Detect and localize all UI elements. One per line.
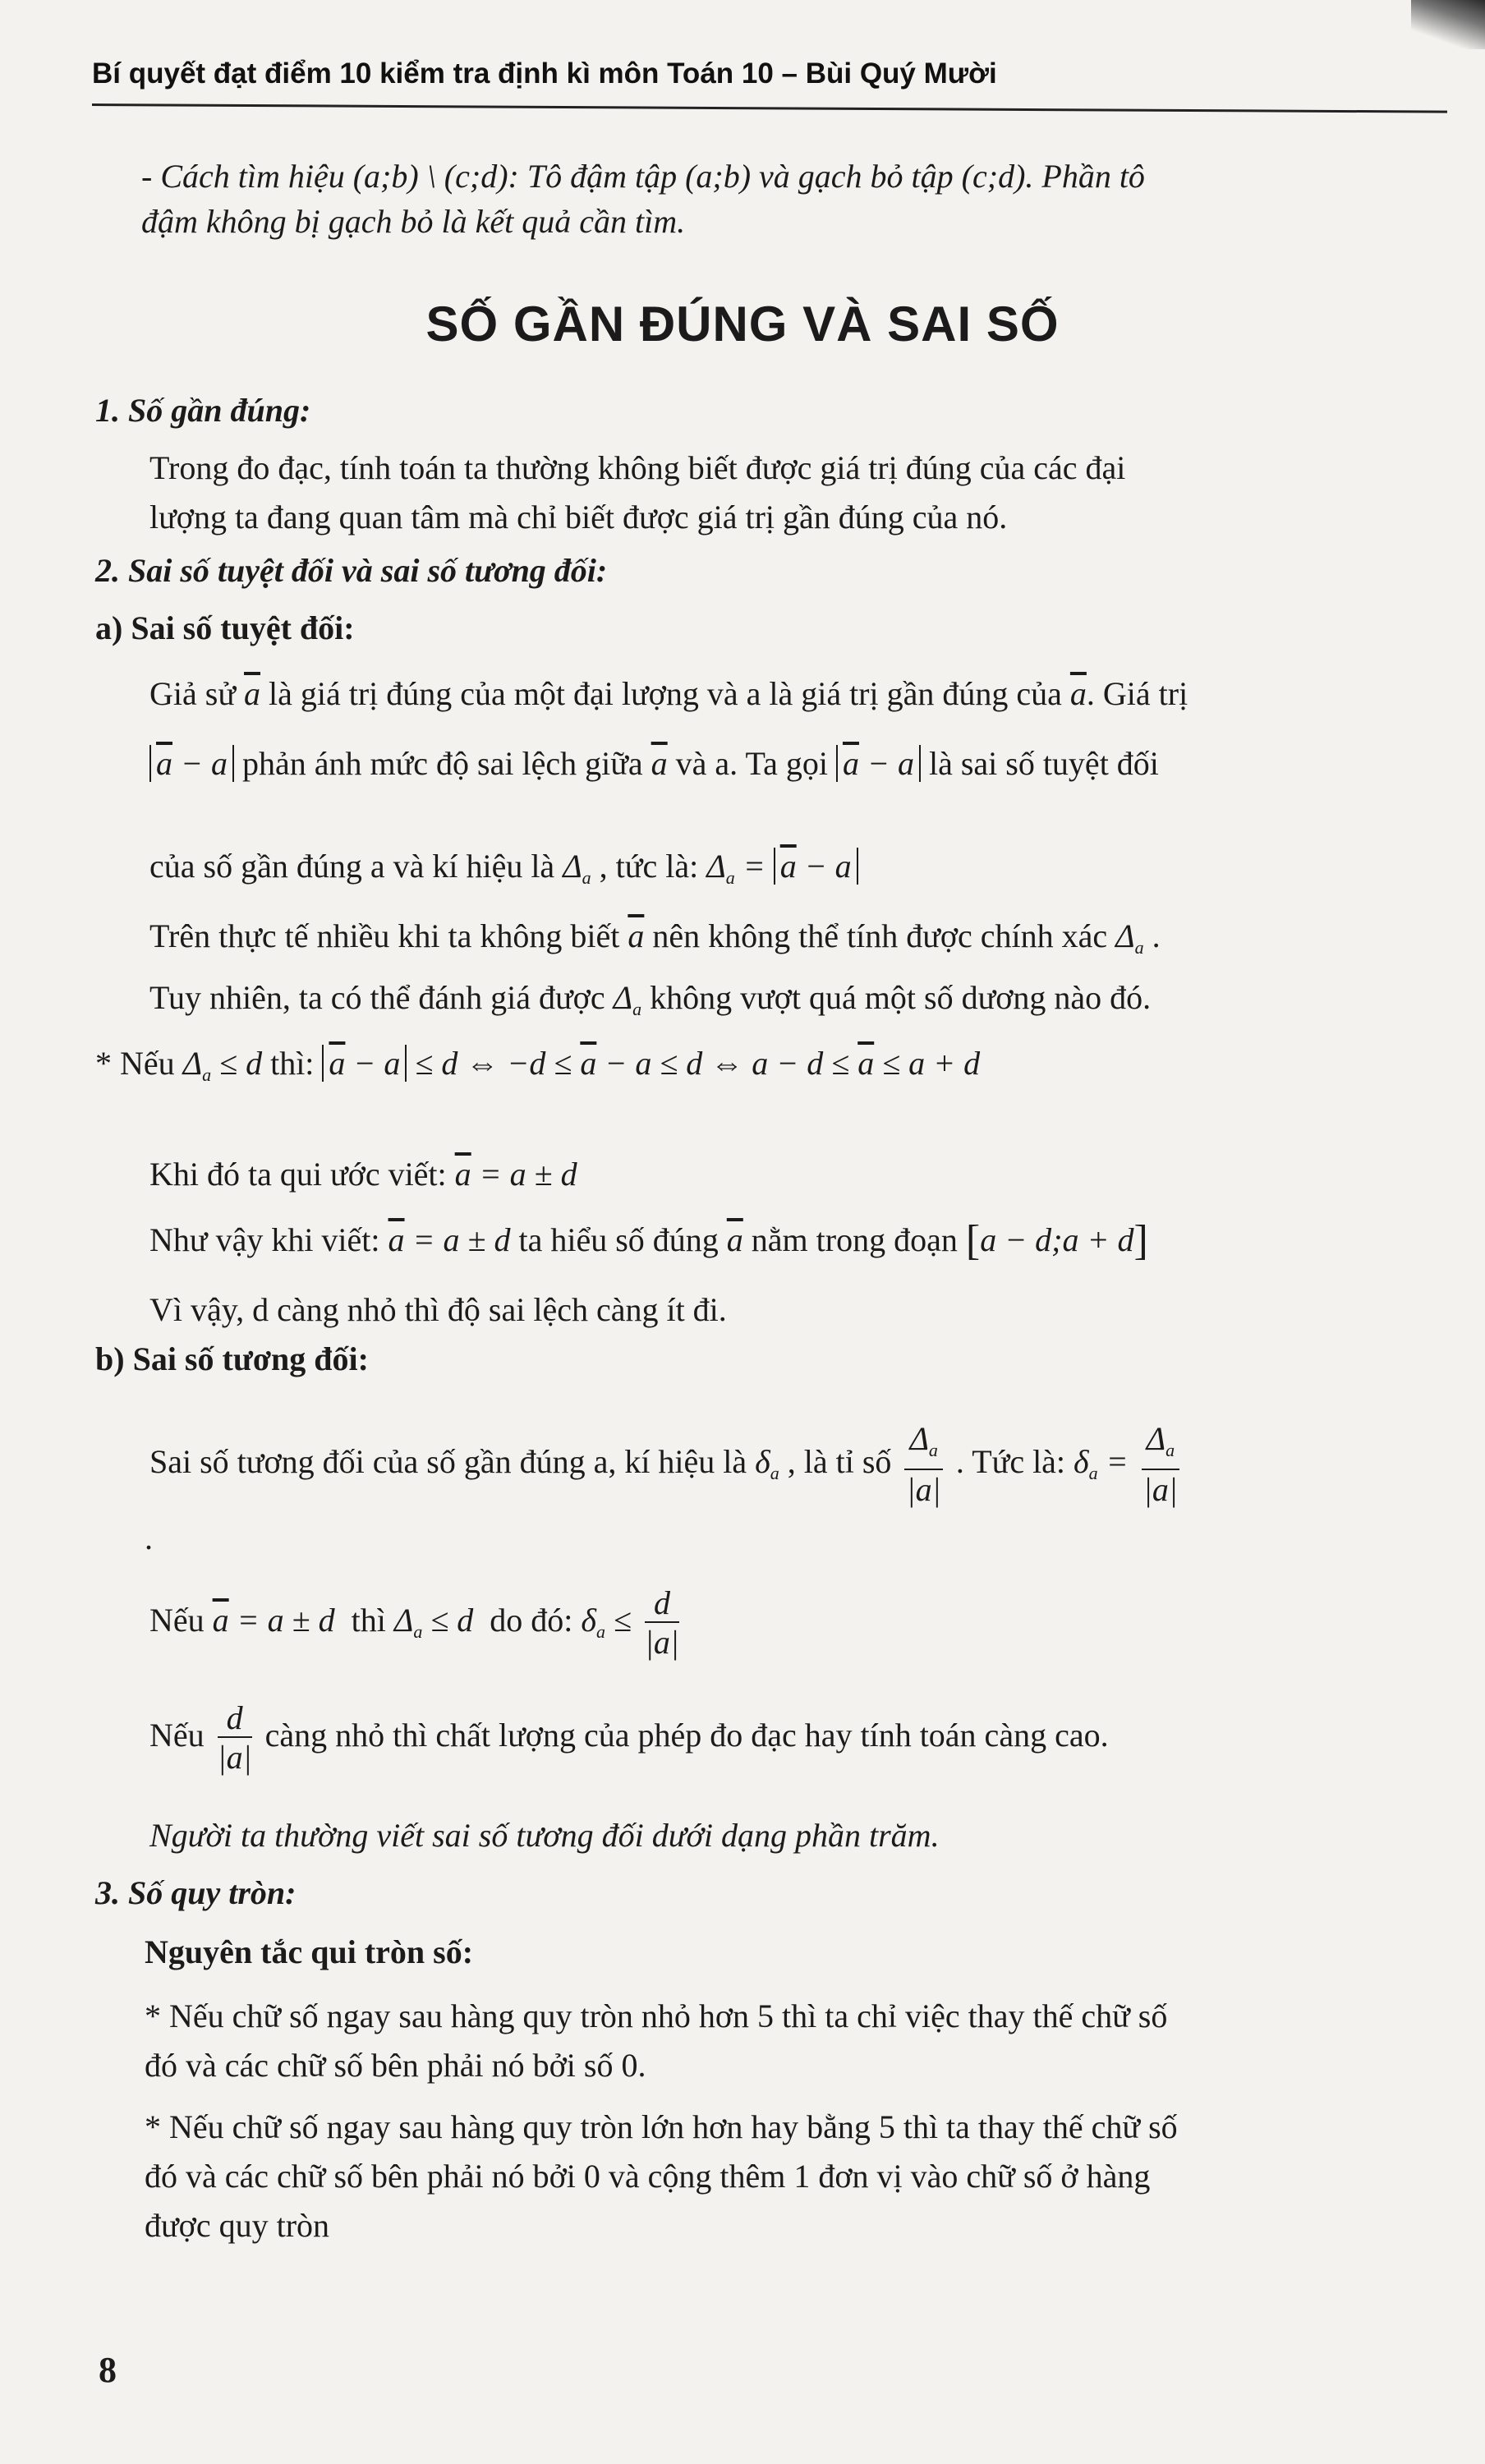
rel-error-line-2: Nếu $\overline{a} = a \pm d$ thì $\Delta_a \le d$ do đó: $\delta_a$ ≤ $\frac{d}{|a|}$	[149, 1584, 679, 1661]
page-number: 8	[99, 2350, 117, 2390]
rel-error-line-1: Sai số tương đối của số gần đúng a, kí hiệu là $\delta_a$ , là tỉ số $\frac{\Delta_a}{|a|}$ . Tức là: $\delta_a$ = $\frac{\Delta_a}{|a|}$	[149, 1421, 1184, 1513]
page-title: SỐ GẦN ĐÚNG VÀ SAI SỐ	[425, 297, 1060, 352]
abs-error-line-3: của số gần đúng a và kí hiệu là $\Delta_a$ , tức là: $\Delta_a = \overline{a} - a$	[149, 846, 858, 899]
section-2-heading: 2. Sai số tuyệt đối và sai số tương đối:	[95, 552, 608, 589]
rounding-rule-1-line-1: * Nếu chữ số ngay sau hàng quy tròn nhỏ hơn 5 thì ta chỉ việc thay thế chữ số	[145, 1997, 1168, 2034]
rounding-rule-2-line-3: được quy tròn	[145, 2207, 330, 2244]
header-rule	[92, 103, 1447, 113]
intro-line-1: - Cách tìm hiệu (a;b) \ (c;d): Tô đậm tập (a;b) và gạch bỏ tập (c;d). Phần tô	[141, 158, 1145, 195]
rounding-rule-1-line-2: đó và các chữ số bên phải nó bởi số 0.	[145, 2047, 646, 2084]
section-3-heading: 3. Số quy tròn:	[95, 1874, 297, 1911]
abs-error-line-2: $\overline{a} - a$ phản ánh mức độ sai lệch giữa $\overline{a}$ và a. Ta gọi $\overline{a} - a$ là sai số tuyệt đối	[149, 743, 1159, 784]
rounding-rule-heading: Nguyên tắc qui tròn số:	[145, 1933, 474, 1970]
rounding-rule-2-line-1: * Nếu chữ số ngay sau hàng quy tròn lớn hơn hay bằng 5 thì ta thay thế chữ số	[145, 2108, 1178, 2145]
page-corner-shadow	[1411, 0, 1485, 49]
rel-error-dot: .	[145, 1519, 153, 1556]
section-1-line-1: Trong đo đạc, tính toán ta thường không biết được giá trị đúng của các đại	[149, 449, 1126, 486]
abs-error-line-9: Vì vậy, d càng nhỏ thì độ sai lệch càng ít đi.	[149, 1291, 727, 1328]
section-2b-heading: b) Sai số tương đối:	[95, 1340, 369, 1377]
abs-error-line-8: Như vậy khi viết: $\overline{a} = a \pm d$ ta hiểu số đúng $\overline{a}$ nằm trong đoạn [a − d;a + d]	[149, 1217, 1148, 1264]
section-2a-heading: a) Sai số tuyệt đối:	[95, 609, 355, 646]
abs-error-line-4: Trên thực tế nhiều khi ta không biết $\overline{a}$ nên không thể tính được chính xác $\Delta_a$ .	[149, 917, 1161, 958]
section-1-heading: 1. Số gần đúng:	[95, 392, 311, 429]
abs-error-line-1: Giả sử $\overline{a}$ là giá trị đúng của một đại lượng và a là giá trị gần đúng của $\overline{a}$. Giá trị	[149, 675, 1188, 712]
abs-error-line-6: * Nếu $\Delta_a \le d$ thì: $\overline{a} - a \le d$ ⇔ $-d \le \overline{a} - a \le d$ ⇔ $a - d \le \overline{a} \le a + d$	[95, 1045, 981, 1085]
rounding-rule-2-line-2: đó và các chữ số bên phải nó bởi 0 và cộng thêm 1 đơn vị vào chữ số ở hàng	[145, 2158, 1151, 2195]
rel-error-line-4: Người ta thường viết sai số tương đối dưới dạng phần trăm.	[149, 1817, 940, 1854]
section-1-line-2: lượng ta đang quan tâm mà chỉ biết được giá trị gần đúng của nó.	[149, 499, 1008, 536]
abs-error-line-7: Khi đó ta qui ước viết: $\overline{a} = a \pm d$	[149, 1156, 577, 1193]
rel-error-line-3: Nếu $\frac{d}{|a|}$ càng nhỏ thì chất lượng của phép đo đạc hay tính toán càng cao.	[149, 1699, 1109, 1776]
abs-error-line-5: Tuy nhiên, ta có thể đánh giá được $\Delta_a$ không vượt quá một số dương nào đó.	[149, 979, 1152, 1019]
intro-line-2: đậm không bị gạch bỏ là kết quả cần tìm.	[141, 203, 686, 240]
running-header: Bí quyết đạt điểm 10 kiểm tra định kì môn Toán 10 – Bùi Quý Mười	[92, 57, 997, 90]
